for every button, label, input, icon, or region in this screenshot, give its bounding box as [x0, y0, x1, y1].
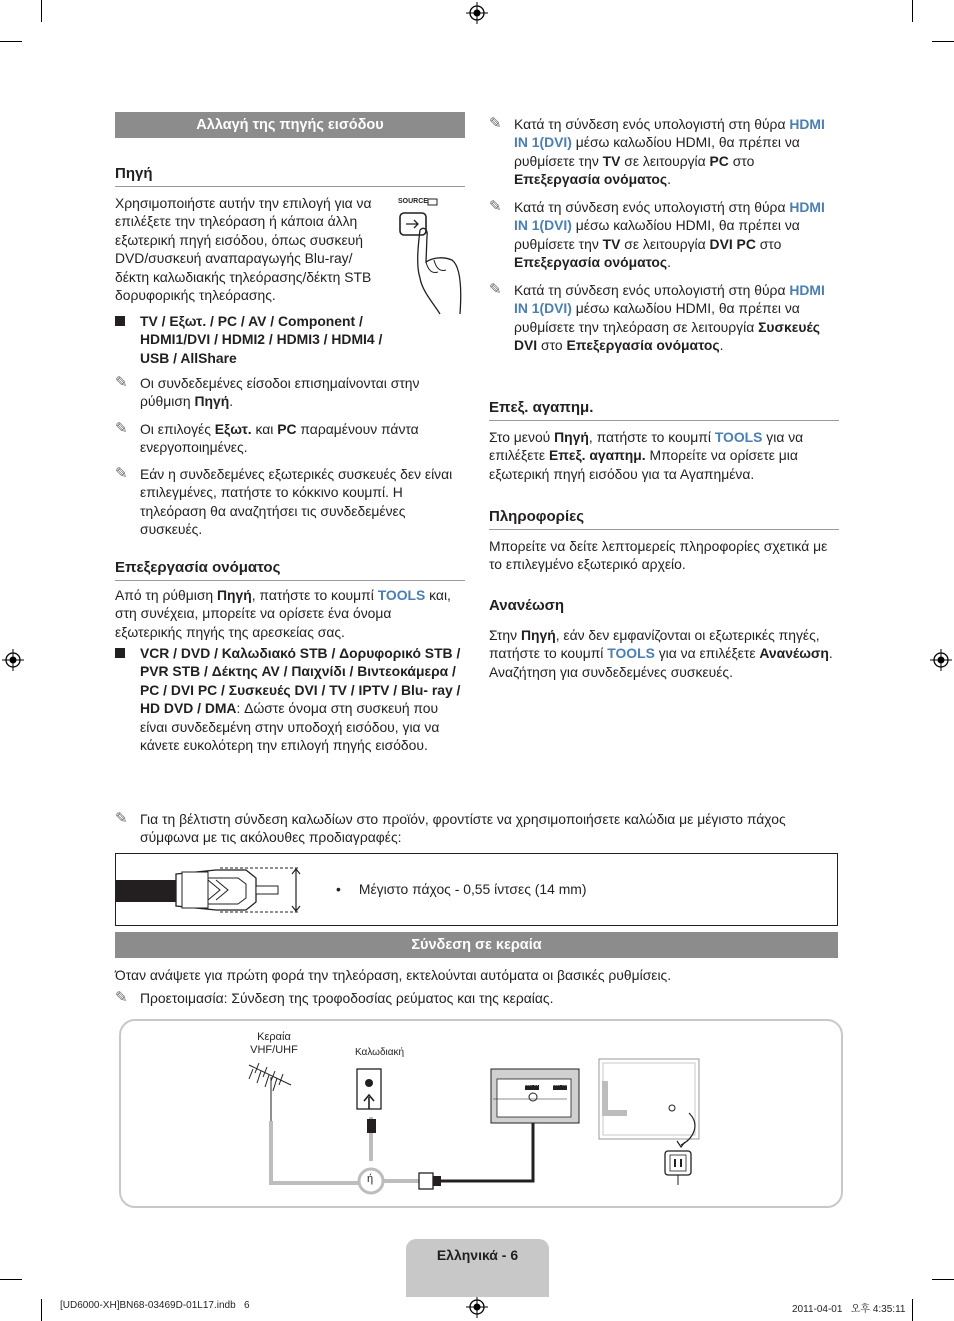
note-text: σε λειτουργία: [620, 152, 710, 169]
note-text: και: [251, 421, 278, 437]
pencil-note-icon: ✎: [115, 810, 128, 827]
pencil-note-icon: ✎: [115, 420, 128, 437]
ant-in-port-label: ANT IN: [525, 1082, 539, 1087]
body-bold: Ανανέωση: [759, 645, 829, 662]
body-text: , πατήστε το κουμπί: [588, 429, 715, 445]
note-text: .: [667, 254, 672, 271]
antenna-connection-diagram: [121, 1021, 837, 1202]
device-list-desc: : Δώστε όνομα στη συσκευή που είναι συνδεδεμένη στην υποδοχή εισόδου, για να κάνετε ευκολότερη την επιλογή πηγής εισόδου.: [140, 700, 440, 754]
cable-spec-box: [115, 853, 838, 926]
device-list: VCR / DVD / Καλωδιακό STB / Δορυφορικό STB / PVR STB / Δέκτης AV / Παιχνίδι / Βιντεοκάμερα / PC / DVI PC / Συσκευές DVI / TV / IPTV / Blu- ray / HD DVD / DMA: [140, 645, 461, 717]
note-text: σε λειτουργία: [620, 235, 710, 252]
note-text: Εάν η συνδεδεμένες εξωτερικές συσκευές δεν είναι επιλεγμένες, πατήστε το κόκκινο κουμπί. Η τηλεόραση θα αναζητήσει τις συνδεδεμένες συσκευές.: [140, 466, 453, 538]
antenna-label-line2: VHF/UHF: [250, 1044, 298, 1056]
source-button-label: SOURCE: [398, 198, 428, 205]
note-bold: PC: [277, 421, 297, 437]
note-text: Προετοιμασία: Σύνδεση της τροφοδοσίας ρεύματος και της κεραίας.: [140, 990, 554, 1006]
information-body: Μπορείτε να δείτε λεπτομερείς πληροφορίες σχετικά με το επιλεγμένο εξωτερικό αρχείο.: [489, 538, 828, 573]
note-text: μέσω καλωδίου HDMI, θα πρέπει να ρυθμίσετε την: [514, 217, 800, 252]
source-list-text: TV / Εξωτ. / PC / AV / Component / HDMI1/DVI / HDMI2 / HDMI3 / HDMI4 / USB / AllShare: [140, 313, 383, 366]
note-hdmi-dvipc: [489, 198, 839, 272]
vhf-uhf-antenna-icon: [249, 1063, 291, 1121]
note-text: μέσω καλωδίου HDMI, θα πρέπει να ρυθμίσετε την τηλεόραση σε λειτουργία: [514, 300, 800, 335]
heading-information: Πληροφορίες: [489, 508, 839, 530]
section-bar-antenna: Σύνδεση σε κεραία: [115, 932, 838, 958]
registration-mark-left: [2, 649, 24, 671]
body-text: για να επιλέξετε: [489, 429, 804, 464]
body-text: . Αναζήτηση για συνδεδεμένες συσκευές.: [489, 645, 833, 680]
port-label: HDMI IN 1(DVI): [514, 282, 825, 317]
registration-mark-bottom: [466, 1296, 488, 1318]
note-text: Κατά τη σύνδεση ενός υπολογιστή στη θύρα: [514, 282, 790, 298]
source-list: [115, 312, 390, 367]
heading-edit-name: Επεξεργασία ονόματος: [115, 559, 465, 581]
note-text: .: [229, 393, 234, 410]
body-bold: Πηγή: [554, 429, 589, 445]
note-cable-thickness: [115, 810, 840, 847]
note-hdmi-pc: [489, 115, 839, 189]
note-bold: Εξωτ.: [214, 421, 252, 437]
footer-file-info: [UD6000-XH]BN68-03469D-01L17.indb 6: [60, 1300, 250, 1311]
port-label: HDMI IN 1(DVI): [514, 116, 825, 151]
note-bold: Επεξεργασία ονόματος: [566, 337, 720, 354]
bullet-square-icon: [115, 316, 125, 326]
note-text: παραμένουν πάντα ενεργοποιημένες.: [140, 421, 419, 456]
cable-spec-text: Μέγιστο πάχος - 0,55 ίντσες (14 mm): [358, 881, 587, 897]
bullet-square-icon: [115, 648, 125, 658]
heading-favorites: Επεξ. αγαπημ.: [489, 399, 839, 421]
source-button-illustration: [394, 196, 468, 316]
pencil-note-icon: ✎: [115, 374, 128, 391]
note-bold: Συσκευές DVI: [514, 318, 820, 354]
antenna-label-line1: Κεραία: [257, 1031, 291, 1043]
cable-label: Καλωδιακή: [355, 1047, 405, 1058]
tools-label: TOOLS: [714, 429, 763, 445]
source-body: Χρησιμοποιήστε αυτήν την επιλογή για να επιλέξετε την τηλεόραση ή κάποια άλλη εξωτερική πηγή εισόδου, όπως συσκευή DVD/συσκευή αναπαραγωγής Blu-ray/δέκτη καλωδιακής τηλεόρασης/δέκτη STB δορυφορικής τηλεόρασης.: [115, 195, 372, 304]
note-antenna-prep: [115, 989, 840, 1007]
note-bold: Επεξεργασία ονόματος: [514, 171, 668, 188]
cable-spec-item: [336, 881, 586, 897]
footer-date: 2011-04-01 오후 4:35:11: [792, 1304, 906, 1315]
heading-source: Πηγή: [115, 165, 465, 187]
note-red-button: [115, 465, 465, 539]
note-text: .: [667, 171, 672, 188]
note-bold: TV: [602, 235, 621, 252]
pencil-note-icon: ✎: [115, 465, 128, 482]
page-number-tab: Ελληνικά - 6: [406, 1239, 549, 1297]
body-text: Από τη ρύθμιση: [115, 587, 217, 603]
note-text: στο: [755, 235, 782, 252]
body-text: Μπορείτε να ορίσετε μια εξωτερική πηγή εισόδου για τα Αγαπημένα.: [489, 447, 798, 482]
note-bold: Πηγή: [194, 393, 230, 410]
ant-out-port-label: ANT OUT: [553, 1082, 571, 1087]
note-connected-inputs: [115, 374, 465, 411]
hand-pressing-icon: [394, 196, 468, 316]
section-bar-input-source: Αλλαγή της πηγής εισόδου: [115, 112, 465, 138]
body-text: , πατήστε το κουμπί: [251, 587, 378, 603]
note-text: Για τη βέλτιστη σύνδεση καλωδίων στο προϊόν, φροντίστε να χρησιμοποιήσετε καλώδια με μέγιστο πάχος σύμφωνα με τις ακόλουθες προδιαγραφές:: [140, 811, 786, 846]
pencil-note-icon: ✎: [115, 989, 128, 1006]
body-text: για να επιλέξετε: [654, 645, 760, 662]
antenna-intro: Όταν ανάψετε για πρώτη φορά την τηλεόραση, εκτελούνται αυτόματα οι βασικές ρυθμίσεις.: [115, 967, 672, 983]
note-always-active: [115, 420, 465, 457]
note-bold: TV: [602, 152, 621, 169]
note-hdmi-dvi-devices: [489, 281, 839, 355]
body-text: και, στη συνέχεια, μπορείτε να ορίσετε ένα όνομα εξωτερικής πηγής της αρεσκείας σας.: [115, 587, 451, 640]
tools-label: TOOLS: [377, 587, 426, 603]
body-text: Στην: [489, 627, 521, 643]
note-text: Κατά τη σύνδεση ενός υπολογιστή στη θύρα: [514, 199, 790, 215]
port-label: HDMI IN 1(DVI): [514, 199, 825, 234]
body-bold: Επεξ. αγαπημ.: [548, 447, 646, 464]
favorites-body: [489, 428, 834, 483]
note-text: στο: [537, 337, 567, 354]
note-text: .: [719, 337, 724, 354]
note-bold: PC: [709, 152, 729, 169]
or-label: ή: [367, 1173, 374, 1185]
heading-refresh: Ανανέωση: [489, 597, 565, 614]
cable-plug-icon: [116, 854, 316, 925]
pencil-note-icon: ✎: [489, 281, 502, 298]
note-bold: Επεξεργασία ονόματος: [514, 254, 668, 271]
refresh-body: [489, 626, 839, 681]
registration-mark-top: [466, 2, 488, 24]
note-text: στο: [728, 152, 755, 169]
bullet-dot: •: [336, 881, 341, 897]
pencil-note-icon: ✎: [489, 198, 502, 215]
note-text: Κατά τη σύνδεση ενός υπολογιστή στη θύρα: [514, 116, 790, 132]
pencil-note-icon: ✎: [489, 115, 502, 132]
edit-name-body: [115, 586, 460, 641]
body-bold: Πηγή: [520, 627, 556, 643]
note-text: μέσω καλωδίου HDMI, θα πρέπει να ρυθμίσετε την: [514, 134, 800, 169]
note-text: Οι συνδεδεμένες είσοδοι επισημαίνονται στην ρύθμιση: [140, 375, 420, 410]
edit-name-list: [115, 644, 462, 754]
body-text: Στο μενού: [489, 429, 555, 445]
note-text: Οι επιλογές: [140, 421, 215, 437]
antenna-diagram: [119, 1019, 843, 1208]
note-bold: DVI PC: [709, 235, 756, 252]
body-bold: Πηγή: [216, 587, 252, 603]
body-text: , εάν δεν εμφανίζονται οι εξωτερικές πηγές, πατήστε το κουμπί: [489, 627, 820, 662]
registration-mark-right: [930, 649, 952, 671]
tools-label: TOOLS: [607, 645, 655, 662]
